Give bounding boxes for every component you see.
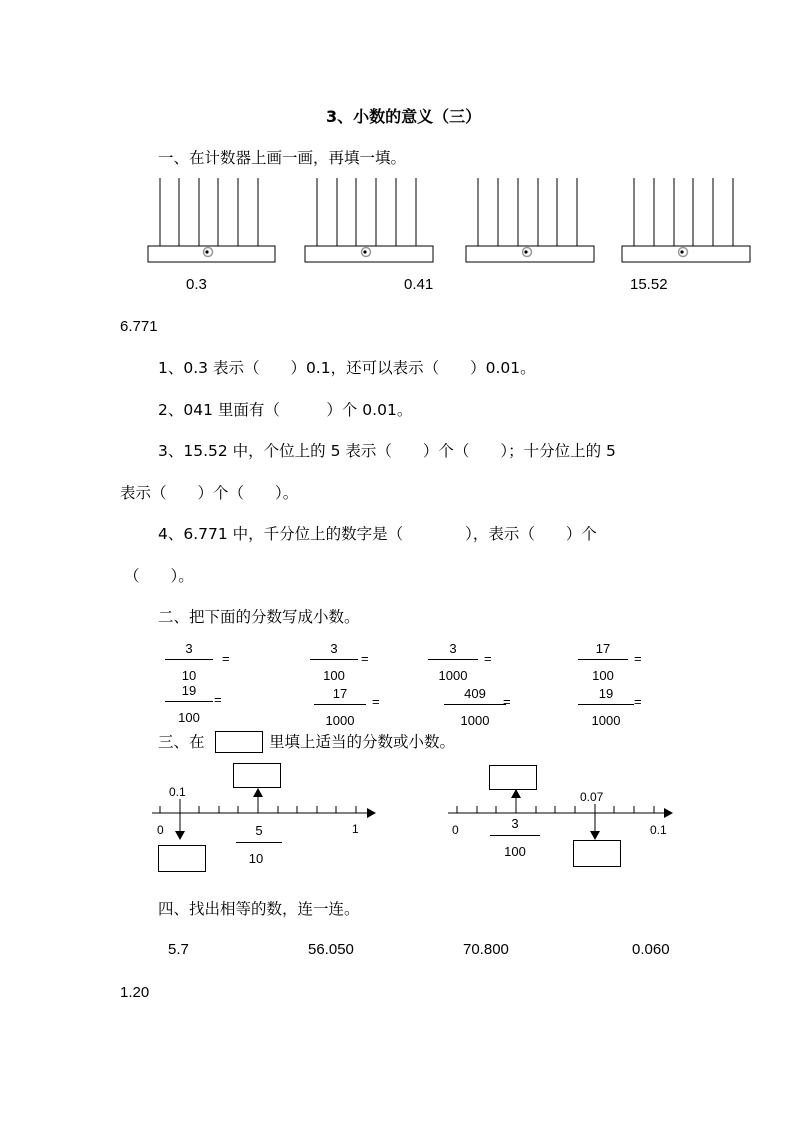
equals-1: = bbox=[222, 651, 230, 666]
equals-5: = bbox=[214, 692, 222, 707]
match-number-3[interactable]: 70.800 bbox=[463, 941, 509, 958]
question-4-line-1: 4、6.771 中，千分位上的数字是（ ），表示（ ）个 bbox=[158, 525, 597, 543]
counter-label-3: 15.52 bbox=[630, 276, 668, 293]
line2-label-start: 0 bbox=[452, 823, 459, 837]
line2-label-point: 0.07 bbox=[580, 790, 604, 804]
line1-answer-box-top[interactable] bbox=[233, 763, 281, 788]
match-number-5[interactable]: 1.20 bbox=[120, 984, 150, 1001]
equals-3: = bbox=[484, 651, 492, 666]
match-number-2[interactable]: 56.050 bbox=[308, 941, 354, 958]
section-3-heading-start: 三、在 bbox=[158, 733, 205, 751]
counter-label-4: 6.771 bbox=[120, 318, 158, 335]
question-4-line-2: （ ）。 bbox=[124, 567, 194, 585]
equals-2: = bbox=[361, 651, 369, 666]
section-3-heading-end: 里填上适当的分数或小数。 bbox=[269, 733, 456, 751]
line1-label-end: 1 bbox=[352, 822, 359, 836]
line2-answer-box-bottom[interactable] bbox=[573, 840, 621, 867]
section-1-heading: 一、在计数器上画一画，再填一填。 bbox=[158, 149, 407, 167]
number-line-2 bbox=[448, 791, 670, 838]
line1-label-start: 0 bbox=[157, 823, 164, 837]
line2-label-end: 0.1 bbox=[650, 823, 667, 837]
equals-4: = bbox=[634, 651, 642, 666]
match-number-4[interactable]: 0.060 bbox=[632, 941, 670, 958]
question-3-line-2: 表示（ ）个（ ）。 bbox=[120, 484, 299, 502]
page-title: 3、小数的意义（三） bbox=[326, 107, 482, 126]
section-2-heading: 二、把下面的分数写成小数。 bbox=[158, 608, 360, 626]
match-number-1[interactable]: 5.7 bbox=[168, 941, 189, 958]
counter-label-1: 0.3 bbox=[186, 276, 207, 293]
line1-answer-box-bottom[interactable] bbox=[158, 845, 206, 872]
line2-answer-box-top[interactable] bbox=[489, 765, 537, 790]
question-1: 1、0.3 表示（ ）0.1，还可以表示（ ）0.01。 bbox=[158, 359, 536, 377]
counter-label-2: 0.41 bbox=[404, 276, 434, 293]
equals-8: = bbox=[634, 694, 642, 709]
equals-7: = bbox=[503, 694, 511, 709]
equals-6: = bbox=[372, 694, 380, 709]
question-2: 2、041 里面有（ ）个 0.01。 bbox=[158, 401, 413, 419]
section-4-heading: 四、找出相等的数，连一连。 bbox=[158, 900, 360, 918]
line1-label-point: 0.1 bbox=[169, 785, 186, 799]
question-3-line-1: 3、15.52 中，个位上的 5 表示（ ）个（ ）；十分位上的 5 bbox=[158, 442, 616, 460]
